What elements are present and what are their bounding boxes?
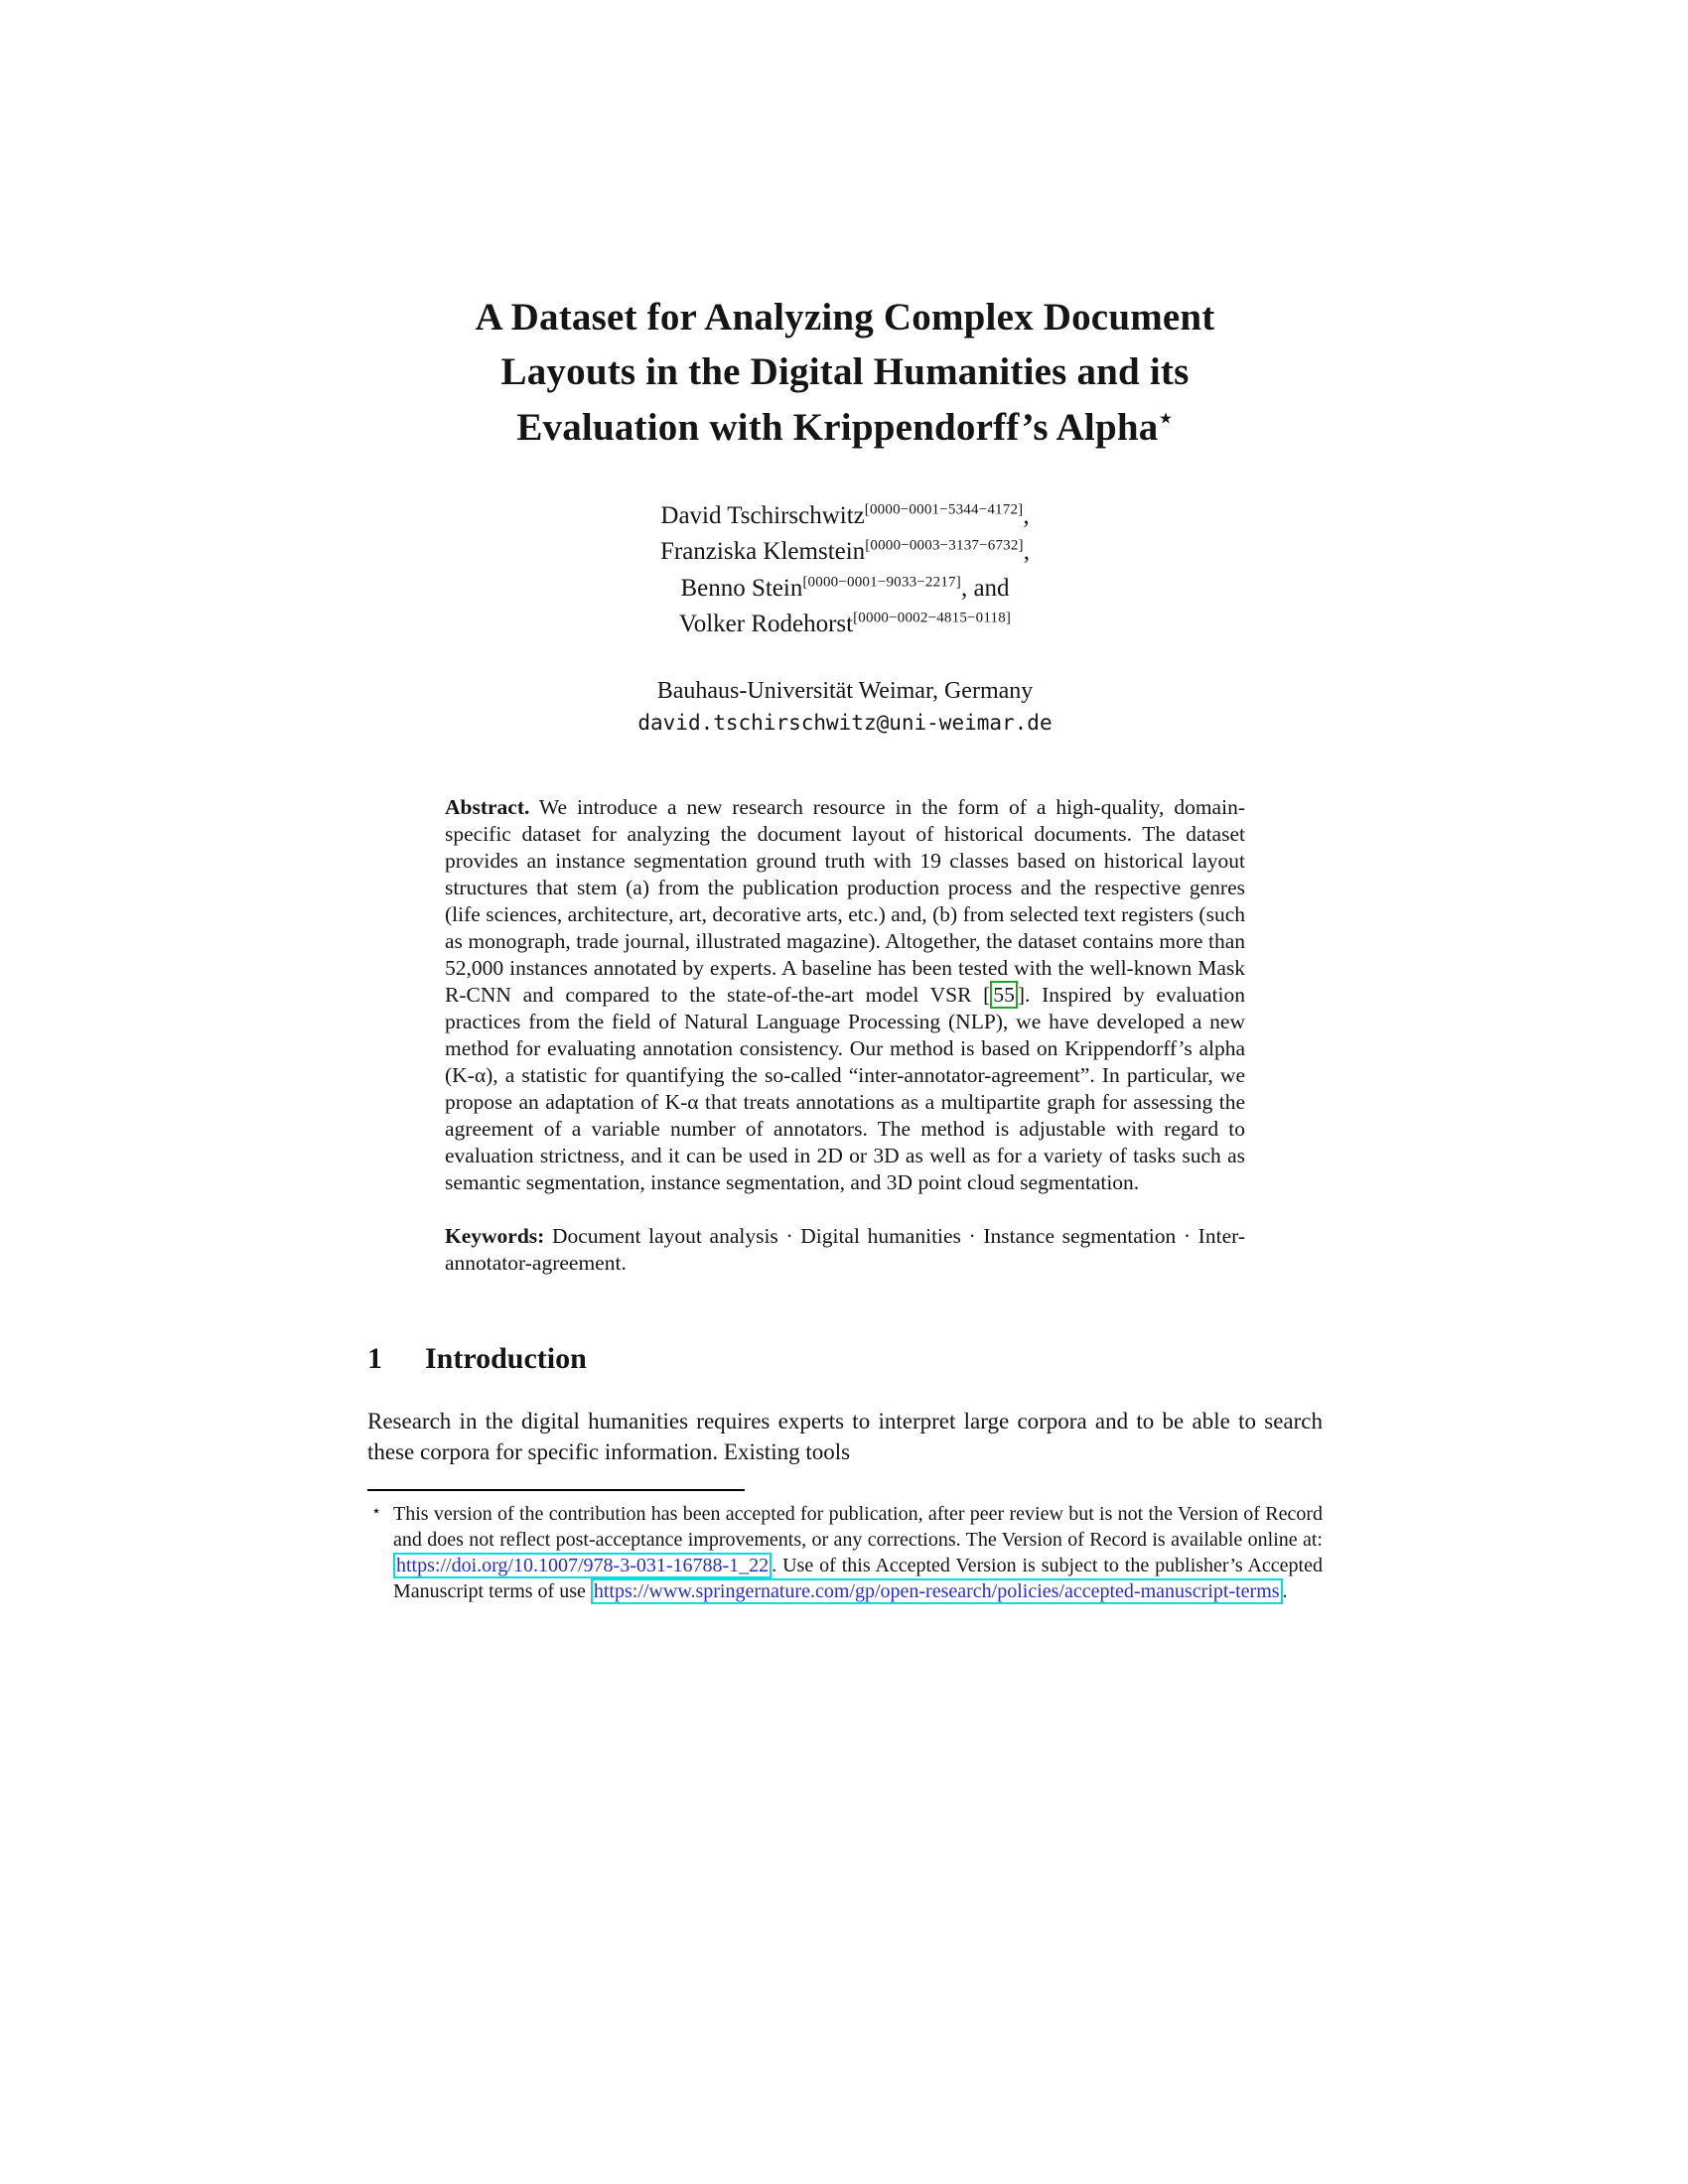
footnote-rule: [367, 1489, 745, 1491]
author-orcid: [0000−0002−4815−0118]: [853, 610, 1012, 626]
author-line: [367, 498, 1323, 534]
citation-link[interactable]: 55: [990, 981, 1018, 1009]
author-separator: ,: [1023, 502, 1030, 530]
author-line: [367, 571, 1323, 607]
abstract-label: Abstract.: [445, 795, 530, 820]
doi-link[interactable]: https://doi.org/10.1007/978-3-031-16788-1_22: [393, 1553, 772, 1578]
section-number: 1: [367, 1342, 382, 1376]
title-line-2: Layouts in the Digital Humanities and its: [500, 350, 1190, 394]
abstract: [445, 794, 1245, 1196]
author-name: Volker Rodehorst: [678, 610, 854, 637]
footnote-area: [367, 1489, 1323, 1604]
intro-paragraph: Research in the digital humanities requires experts to interpret large corpora and to be able to search these corpora for specific information. Existing tools: [367, 1409, 1323, 1465]
author-name: Franziska Klemstein: [659, 538, 866, 566]
footnote-marker: ⋆: [371, 1503, 382, 1521]
authors-block: [367, 498, 1323, 642]
text-column: [367, 0, 1323, 1604]
footnote-text-1: This version of the contribution has been accepted for publication, after peer review but is not the Version of Record and does not reflect post-acceptance improvements, or any corrections. The Version of Record is available online at:: [393, 1503, 1323, 1552]
author-separator: ,: [1023, 538, 1031, 566]
section-heading: [367, 1342, 1323, 1376]
title-footnote-marker: ⋆: [1158, 405, 1174, 432]
abstract-text-2: ]. Inspired by evaluation practices from the field of Natural Language Processing (NLP), we have developed a new method for evaluating annotation consistency. Our method is based on Krippendorff’s alpha (K-α), a statistic for quantifying the so-called “inter-annotator-agreement”. In particular, we propose an adaptation of K-α that treats annotations as a multipartite graph for assessing the agreement of a variable number of annotators. The method is adjustable with regard to evaluation strictness, and it can be used in 2D or 3D as well as for a variety of tasks such as semantic segmentation, instance segmentation, and 3D point cloud segmentation.: [445, 983, 1245, 1195]
springer-link[interactable]: https://www.springernature.com/gp/open-research/policies/accepted-manuscript-terms: [591, 1578, 1283, 1604]
author-orcid: [0000−0001−9033−2217]: [802, 574, 961, 591]
footnote-text-3: .: [1282, 1580, 1288, 1603]
title-line-1: A Dataset for Analyzing Complex Document: [475, 296, 1215, 339]
keywords: [445, 1223, 1245, 1277]
section-title: Introduction: [425, 1342, 587, 1376]
page-title: [367, 290, 1323, 455]
keywords-label: Keywords:: [445, 1224, 545, 1249]
footnote-text-2: . Use of this Accepted Version is subject to the publisher’s Accepted Manuscript terms of use: [393, 1555, 1323, 1603]
author-line: [367, 534, 1323, 570]
author-name: David Tschirschwitz: [660, 502, 865, 530]
author-orcid: [0000−0003−3137−6732]: [865, 538, 1024, 555]
author-line: [367, 607, 1323, 642]
title-line-3: Evaluation with Krippendorff’s Alpha: [516, 405, 1159, 449]
affiliation: Bauhaus-Universität Weimar, Germany: [656, 678, 1034, 705]
keywords-text: Document layout analysis · Digital humanities · Instance segmentation · Inter-annotator-agreement.: [445, 1224, 1246, 1276]
author-name: Benno Stein: [680, 574, 803, 602]
footnote: [367, 1501, 1323, 1604]
abstract-text-1: We introduce a new research resource in the form of a high-quality, domain-specific dataset for analyzing the document layout of historical documents. The dataset provides an instance segmentation ground truth with 19 classes based on historical layout structures that stem (a) from the publication production process and the respective genres (life sciences, architecture, art, decorative arts, etc.) and, (b) from selected text registers (such as monograph, trade journal, illustrated magazine). Altogether, the dataset contains more than 52,000 instances annotated by experts. A baseline has been tested with the well-known Mask R-CNN and compared to the state-of-the-art model VSR [: [445, 795, 1245, 1008]
author-orcid: [0000−0001−5344−4172]: [864, 501, 1024, 518]
author-email: david.tschirschwitz@uni-weimar.de: [637, 711, 1053, 736]
author-separator: , and: [960, 574, 1010, 602]
